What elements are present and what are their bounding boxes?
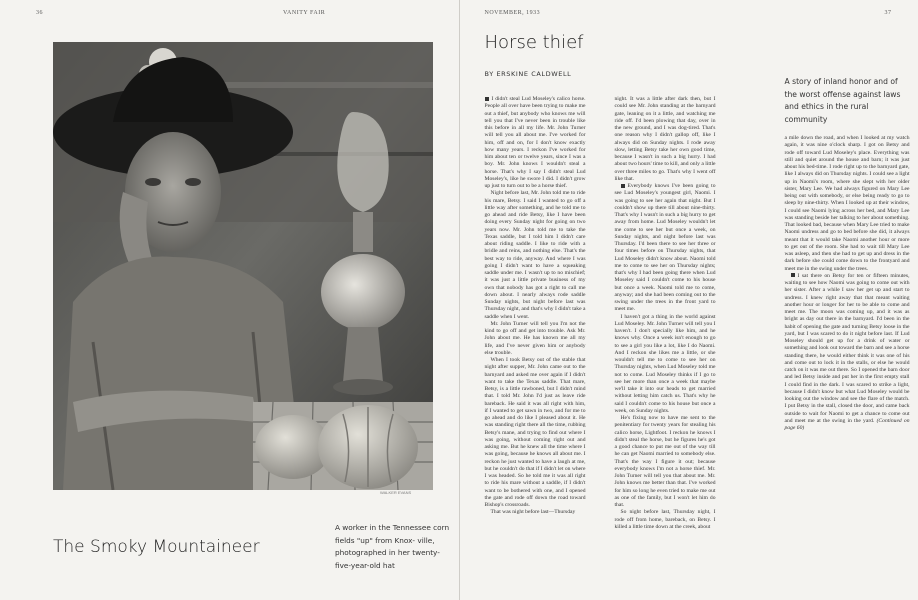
story-deck: A story of inland honor and of the worst offense against laws and ethics in the rural community [784,77,901,124]
feature-title: The Smoky Mountaineer [53,537,260,557]
paragraph-text: I sat there on Betsy for ten or fifteen minutes, waiting to see how Naomi was going to come out with her sister. After a while I saw her get up and start to undress. I knew right away that that meant waiting another hour or longer for her to be able to come and meet me. The moon was coming up, and it was as bright as day out there in the barnyard. I'd been in the habit of opening the gate and turning Betsy loose in the yard, but I was scared to do it night before last. If Lud Moseley should get up for a drink of water or something and look out toward the barn and see a horse standing there, he would either think it was one of his and come out to lock it in the stalls, or else he would catch on it was me out there. So I opened the barn door and led Betsy inside and put her in the first empty stall I could find in the dark. I was scared to strike a light, because I didn't know but what Lud Moseley would be looking out the window and see the flare of the match. I put Betsy in the stall, closed the door, and came back outside to wait for Naomi to get a chance to come out and meet me at the swing in the yard. [784,272,910,424]
paragraph: Mr. John Turner will tell you I'm not the kind to go off and get into trouble. Ask Mr. John about me. He has known me all my life, and I've never given him or anybody else trouble. [484,320,586,356]
paragraph [785,273,910,433]
section-bullet-icon [485,97,489,101]
story-headline: Horse thief [484,32,584,53]
paragraph: He's fixing now to have me sent to the penitentiary for twenty years for stealing his calico horse, Lightfoot. I reckon he knows I didn't steal the horse, but he figures he's got a good chance to put me out of the way till he can get Naomi married to somebody else. That's the way I figure it out; because everybody knows I'm not a horse thief. Mr. John Turner will tell you that about me. Mr. John knows me better than that. I've worked for him so long he even tried to make me out as one of the family, but I won't let him do that. [614,415,716,508]
paragraph: night. It was a little after dark then, but I could see Mr. John standing at the barnyard gate, leaning on it a little, and watching me ride off. I'd been plowing that day, over in the new ground, and I was dog-tired. That's one reason why I didn't gallop off, like I always did on Sunday nights. I rode away slow, letting Betsy take her own good time, because I wasn't in such a big hurry. I had about two hours' time to kill, and only a little over three miles to go. That's why I went off like that. [614,96,716,182]
page-number-right: 37 [884,10,892,16]
portrait-photo [53,42,433,490]
paragraph: a mile down the road, and when I looked at my watch again, it was nine o'clock sharp. I got on Betsy and rode off toward Lud Moseley's place. Everything was still and quiet around the house and barn; it was just about his bed-time. I rode right up to the barnyard gate, like I always did on Thursday nights. I could see a light up in Naomi's room, where she slept with her older sister, Mary Lee. We had always figured on Mary Lee being out with somebody, or else being ready to go to sleep by nine-thirty. When I looked up at their window, I could see Naomi lying across her bed, and Mary Lee was standing beside her talking to her about something. That looked bad, because when Mary Lee tried to make Naomi undress and go to bed before she did, it always meant that it would take Naomi another hour or more to get out of the room. She had to wait till Mary Lee was asleep, and then she had to get up and dress in the dark before she could come down to the frontyard and meet me in the swing under the trees. [784,135,910,272]
right-page [460,0,918,600]
story-byline: BY ERSKINE CALDWELL [484,70,572,78]
continued-note: (Continued on page 60) [784,417,910,431]
paragraph [485,96,586,190]
paragraph-text: I didn't steal Lud Moseley's calico horse. People all over have been trying to make me out a thief, but anybody who knows me will tell you that I've never been in trouble like this before in all my life. Mr. John Turner will tell you all about me. I've worked for him, off and on, for I don't know exactly how many years. I reckon I've worked for him about ten or twelve years, since I was a boy. Mr. John knows I wouldn't steal a horse. That's why I say I didn't steal Lud Moseley's, like he swore I did. I didn't grow up just to turn out to be a horse thief. [484,96,586,189]
paragraph: So night before last, Thursday night, I rode off from home, bareback, on Betsy. I killed a little time down at the creek, about [614,509,716,530]
paragraph-text: Everybody knows I've been going to see Lud Moseley's youngest girl, Naomi. I was going to see her again that night. But I couldn't show up there till about nine-thirty. That's why I wasn't in such a big hurry to get away from home. Lud Moseley wouldn't let me come to see her but once a week, on Sunday nights, and night before last was Thursday. I'd been there to see her three or four times before on Thursday nights, that Lud Moseley didn't know about. Naomi told me to come to see her on Thursday nights; that's why I had been going there when Lud Moseley said I couldn't come to his house but once a week. Naomi told me to come, anyway; and she had been coming out to the swing under the trees in the front yard to meet me. [614,183,716,313]
text-column-1 [485,96,586,517]
section-bullet-icon [621,184,625,188]
photo-credit: WALKER EVANS [380,490,412,495]
text-column-2 [615,96,716,531]
portrait-photo-illustration [53,42,433,490]
section-bullet-icon [791,273,795,277]
running-head-right: NOVEMBER, 1933 [484,10,541,16]
photo-caption: A worker in the Tennessee corn fields "up" from Knox- ville, photographed in her twenty-five-year-old hat [335,523,450,570]
paragraph: Night before last, Mr. John told me to ride his mare, Betsy. I said I wanted to go off a little way after something, and he told me to go ahead and ride Betsy, like I have been doing every Sunday night for going on two years now. Mr. John told me to take the Texas saddle, but I told him I didn't care about riding saddle. I like to ride with a bridle and reins, and nothing else. That's the best way to ride, anyway. And where I was going I didn't want to have a squeaking saddle under me. I wasn't up to no mischief; it was just a little private business of my own that nobody has got a right to call me down about. I nearly always rode saddle Sunday nights, but night before last was Thursday night, and that's why I didn't take a saddle when I went. [484,190,586,320]
paragraph: When I took Betsy out of the stable that night after supper, Mr. John came out to the barnyard and asked me over again if I didn't want to take the Texas saddle. That mare, Betsy, is a little rawboned, but I didn't mind that. I told Mr. John I'd just as leave ride bareback. He said it was all right with him, if I wanted to get sawn in two, and for me to go ahead and do like I pleased about it. He was standing right there all the time, rubbing Betsy's mane, and trying to find out where I was going, without coming right out and asking me. But he knew all the time where I was going, because he knows all about me. I reckon he just wanted to have a laugh at me, but he couldn't do that if I didn't let on where I was headed. So he told me it was all right to ride his mare without a saddle, if I didn't want to be bothered with one, and I opened the gate and rode off down the road toward Bishop's crossroads. [484,357,586,508]
running-head-left: VANITY FAIR [283,10,326,16]
paragraph: That was night before last—Thursday [490,509,576,516]
paragraph: I haven't got a thing in the world against Lud Moseley. Mr. John Turner will tell you I haven't. I don't specially like him, and he knows why. Once a week isn't enough to go to see a girl you like a lot, like I do Naomi. And I reckon she likes me a little, or she wouldn't tell me to come to see her on Thursday nights, when Lud Moseley told me not to come. Lud Moseley thinks if I go to see her more than once a week that maybe we'll take it into our heads to get married without letting him catch us. That's why he said I couldn't come to his house but once a week, on Sunday nights. [614,313,716,414]
text-column-3 [785,135,910,432]
page-number-left: 36 [36,10,43,16]
paragraph [615,183,716,314]
